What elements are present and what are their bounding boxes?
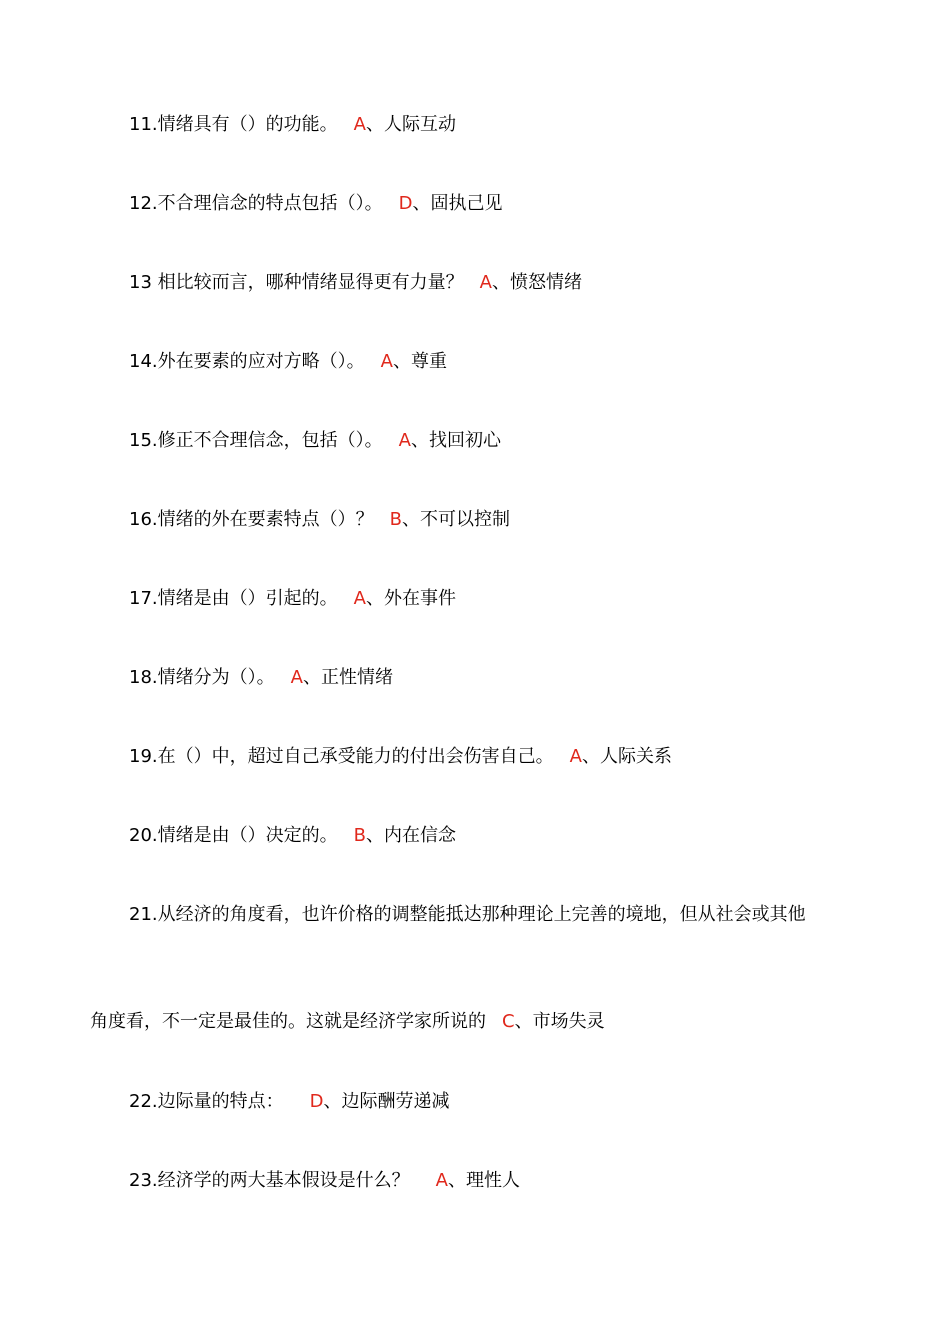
answer-letter: A: [569, 746, 582, 767]
question-18: [129, 666, 393, 690]
question-text: 14.外在要素的应对方略（）。: [129, 351, 365, 372]
question-12: [129, 192, 503, 216]
question-22: [129, 1090, 450, 1114]
question-text: 11.情绪具有（）的功能。: [129, 114, 338, 135]
answer-text: 、正性情绪: [302, 667, 393, 688]
answer-text: 、市场失灵: [514, 1011, 605, 1032]
answer-text: 、不可以控制: [401, 509, 510, 530]
answer-letter: D: [309, 1091, 324, 1112]
question-text: 22.边际量的特点：: [129, 1091, 284, 1112]
answer-text: 、人际互动: [365, 114, 456, 135]
question-15: [129, 429, 501, 453]
question-11: [129, 113, 456, 137]
question-21: [129, 903, 806, 927]
answer-letter: A: [353, 114, 366, 135]
question-text: 17.情绪是由（）引起的。: [129, 588, 338, 609]
answer-letter: A: [435, 1170, 448, 1191]
question-17: [129, 587, 456, 611]
answer-text: 、边际酬劳递减: [323, 1091, 450, 1112]
answer-letter: B: [353, 825, 366, 846]
answer-letter: A: [398, 430, 411, 451]
answer-text: 、理性人: [447, 1170, 520, 1191]
answer-text: 、人际关系: [581, 746, 672, 767]
question-text: 21.从经济的角度看，也许价格的调整能抵达那种理论上完善的境地，但从社会或其他: [129, 904, 806, 925]
answer-letter: A: [479, 272, 492, 293]
answer-text: 、找回初心: [410, 430, 501, 451]
answer-letter: C: [502, 1011, 515, 1032]
answer-letter: B: [389, 509, 402, 530]
question-text: 16.情绪的外在要素特点（）？: [129, 509, 374, 530]
answer-letter: A: [380, 351, 393, 372]
question-text: 15.修正不合理信念，包括（）。: [129, 430, 383, 451]
answer-text: 、尊重: [392, 351, 447, 372]
question-text: 19.在（）中，超过自己承受能力的付出会伤害自己。: [129, 746, 554, 767]
question-text: 23.经济学的两大基本假设是什么？: [129, 1170, 410, 1191]
question-23: [129, 1169, 520, 1193]
answer-text: 、固执己见: [412, 193, 503, 214]
answer-letter: A: [353, 588, 366, 609]
question-text: 20.情绪是由（）决定的。: [129, 825, 338, 846]
question-21-continuation: [90, 1010, 605, 1034]
answer-letter: A: [290, 667, 303, 688]
answer-letter: D: [398, 193, 413, 214]
question-text: 13 相比较而言，哪种情绪显得更有力量？: [129, 272, 464, 293]
question-20: [129, 824, 456, 848]
answer-text: 、外在事件: [365, 588, 456, 609]
question-text-continuation: 角度看，不一定是最佳的。这就是经济学家所说的: [90, 1011, 486, 1032]
question-14: [129, 350, 447, 374]
question-text: 12.不合理信念的特点包括（）。: [129, 193, 383, 214]
answer-text: 、愤怒情绪: [491, 272, 582, 293]
question-text: 18.情绪分为（）。: [129, 667, 275, 688]
answer-text: 、内在信念: [365, 825, 456, 846]
question-19: [129, 745, 672, 769]
question-13: [129, 271, 582, 295]
question-16: [129, 508, 510, 532]
